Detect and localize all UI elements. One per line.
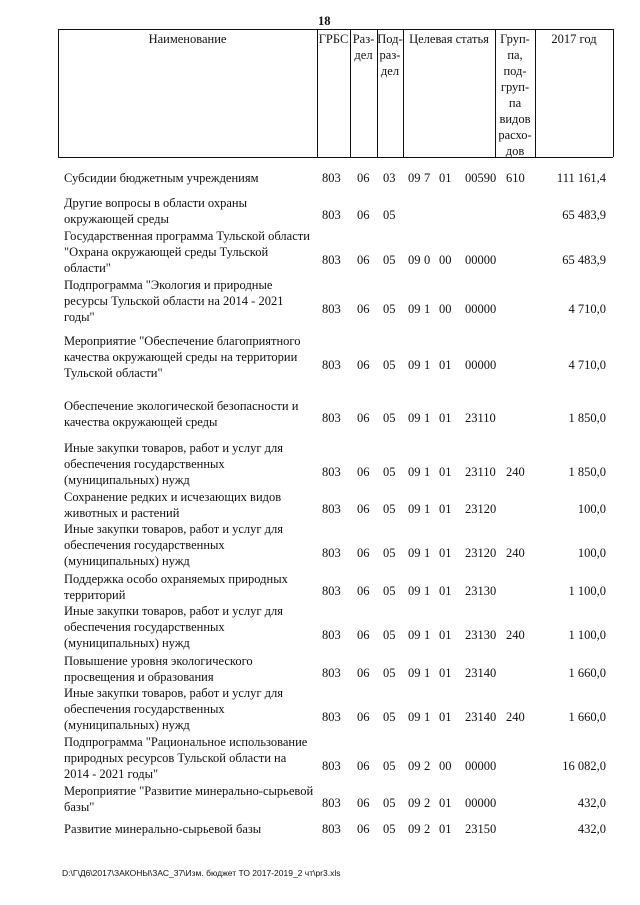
grbs-code: 803 — [322, 584, 341, 598]
target-direction-code: 23110 — [465, 411, 496, 425]
header-line: груп- — [500, 80, 530, 94]
row-name: Мероприятие "Обеспечение благоприятного качества окружающей среды на территории Тульской области" — [64, 334, 301, 380]
expense-group-code: 240 — [506, 628, 525, 642]
target-measure-code: 00 — [439, 253, 452, 267]
target-subprogram-code: 1 — [424, 465, 431, 479]
grbs-code: 803 — [322, 546, 341, 560]
grbs-code: 803 — [322, 171, 341, 185]
grbs-code: 803 — [322, 208, 341, 222]
target-subprogram-code: 1 — [424, 666, 431, 680]
target-direction-code: 23140 — [465, 666, 497, 680]
podrazdel-code: 05 — [383, 502, 396, 516]
row-name: Развитие минерально-сырьевой базы — [64, 822, 262, 836]
razdel-code: 06 — [357, 628, 370, 642]
target-subprogram-code: 1 — [424, 358, 431, 372]
target-measure-code: 01 — [439, 358, 452, 372]
razdel-code: 06 — [357, 822, 370, 836]
podrazdel-code: 05 — [383, 710, 396, 724]
header-name: Наименование — [148, 32, 227, 46]
target-measure-code: 01 — [439, 710, 452, 724]
amount-2017: 432,0 — [577, 796, 606, 810]
header-podrazdel — [377, 31, 403, 79]
target-measure-code: 01 — [439, 584, 452, 598]
target-measure-code: 01 — [439, 465, 452, 479]
grbs-code: 803 — [322, 628, 341, 642]
target-program-code: 09 — [408, 759, 421, 773]
target-measure-code: 01 — [439, 822, 452, 836]
row-name: Иные закупки товаров, работ и услуг для обеспечения государственных (муниципальных) нужд — [64, 604, 284, 650]
amount-2017: 16 082,0 — [562, 759, 606, 773]
razdel-code: 06 — [357, 796, 370, 810]
target-program-code: 09 — [408, 546, 421, 560]
header-line: Под- — [377, 32, 403, 46]
podrazdel-code: 03 — [383, 171, 396, 185]
expense-group-code: 610 — [506, 171, 525, 185]
header-line: под- — [503, 64, 527, 78]
amount-2017: 432,0 — [577, 822, 606, 836]
header-line: дел — [354, 48, 373, 62]
razdel-code: 06 — [357, 358, 370, 372]
target-program-code: 09 — [408, 253, 421, 267]
podrazdel-code: 05 — [383, 208, 396, 222]
target-subprogram-code: 1 — [424, 502, 431, 516]
razdel-code: 06 — [357, 253, 370, 267]
target-measure-code: 01 — [439, 666, 452, 680]
target-program-code: 09 — [408, 666, 421, 680]
header-year-2017: 2017 год — [551, 32, 597, 46]
target-subprogram-code: 0 — [424, 253, 431, 267]
razdel-code: 06 — [357, 546, 370, 560]
target-direction-code: 23150 — [465, 822, 497, 836]
amount-2017: 65 483,9 — [562, 208, 606, 222]
column-divider — [58, 29, 59, 157]
header-razdel — [350, 31, 377, 63]
target-measure-code: 01 — [439, 411, 452, 425]
grbs-code: 803 — [322, 502, 341, 516]
table-top-border — [58, 29, 613, 30]
target-direction-code: 23140 — [465, 710, 497, 724]
amount-2017: 1 100,0 — [568, 628, 606, 642]
podrazdel-code: 05 — [383, 546, 396, 560]
target-measure-code: 00 — [439, 759, 452, 773]
target-measure-code: 01 — [439, 502, 452, 516]
grbs-code: 803 — [322, 666, 341, 680]
target-program-code: 09 — [408, 584, 421, 598]
amount-2017: 111 161,4 — [556, 171, 606, 185]
razdel-code: 06 — [357, 171, 370, 185]
row-name: Государственная программа Тульской области "Охрана окружающей среды Тульской области" — [64, 229, 310, 275]
target-program-code: 09 — [408, 465, 421, 479]
header-target-article: Целевая статья — [409, 32, 489, 46]
razdel-code: 06 — [357, 411, 370, 425]
target-subprogram-code: 1 — [424, 584, 431, 598]
header-line: па, — [507, 48, 523, 62]
expense-group-code: 240 — [506, 710, 525, 724]
target-program-code: 09 — [408, 171, 421, 185]
expense-group-code: 240 — [506, 546, 525, 560]
amount-2017: 1 660,0 — [568, 666, 606, 680]
target-program-code: 09 — [408, 502, 421, 516]
podrazdel-code: 05 — [383, 759, 396, 773]
column-divider — [613, 29, 614, 157]
razdel-code: 06 — [357, 710, 370, 724]
target-direction-code: 23120 — [465, 546, 497, 560]
target-direction-code: 23120 — [465, 502, 497, 516]
grbs-code: 803 — [322, 710, 341, 724]
row-name: Сохранение редких и исчезающих видов животных и растений — [64, 490, 282, 520]
grbs-code: 803 — [322, 358, 341, 372]
target-subprogram-code: 1 — [424, 628, 431, 642]
target-direction-code: 00000 — [465, 358, 497, 372]
target-program-code: 09 — [408, 822, 421, 836]
row-name: Субсидии бюджетным учреждениям — [64, 171, 259, 185]
page-number: 18 — [318, 14, 331, 28]
target-program-code: 09 — [408, 710, 421, 724]
razdel-code: 06 — [357, 502, 370, 516]
podrazdel-code: 05 — [383, 822, 396, 836]
target-direction-code: 00000 — [465, 302, 497, 316]
amount-2017: 1 850,0 — [568, 411, 606, 425]
target-measure-code: 01 — [439, 796, 452, 810]
razdel-code: 06 — [357, 208, 370, 222]
header-line: видов — [499, 112, 531, 126]
podrazdel-code: 05 — [383, 411, 396, 425]
podrazdel-code: 05 — [383, 302, 396, 316]
podrazdel-code: 05 — [383, 628, 396, 642]
row-name: Подпрограмма "Рациональное использование природных ресурсов Тульской области на 2014 - 2021 годы" — [64, 735, 308, 781]
podrazdel-code: 05 — [383, 465, 396, 479]
amount-2017: 1 850,0 — [568, 465, 606, 479]
target-subprogram-code: 1 — [424, 302, 431, 316]
target-subprogram-code: 2 — [424, 796, 431, 810]
target-program-code: 09 — [408, 796, 421, 810]
podrazdel-code: 05 — [383, 253, 396, 267]
grbs-code: 803 — [322, 411, 341, 425]
column-divider — [317, 29, 318, 157]
podrazdel-code: 05 — [383, 666, 396, 680]
target-direction-code: 23130 — [465, 628, 497, 642]
header-expense-group — [495, 31, 535, 159]
target-direction-code: 00590 — [465, 171, 497, 185]
target-subprogram-code: 2 — [424, 822, 431, 836]
grbs-code: 803 — [322, 253, 341, 267]
grbs-code: 803 — [322, 759, 341, 773]
target-subprogram-code: 1 — [424, 411, 431, 425]
podrazdel-code: 05 — [383, 584, 396, 598]
target-program-code: 09 — [408, 302, 421, 316]
header-grbs: ГРБС — [318, 32, 349, 46]
header-line: расхо- — [498, 128, 532, 142]
row-name: Повышение уровня экологического просвещения и образования — [64, 654, 253, 684]
target-subprogram-code: 1 — [424, 546, 431, 560]
target-subprogram-code: 2 — [424, 759, 431, 773]
row-name: Мероприятие "Развитие минерально-сырьевой базы" — [64, 784, 314, 814]
row-name: Иные закупки товаров, работ и услуг для обеспечения государственных (муниципальных) нужд — [64, 686, 284, 732]
target-direction-code: 23130 — [465, 584, 497, 598]
target-direction-code: 23110 — [465, 465, 496, 479]
amount-2017: 4 710,0 — [568, 358, 606, 372]
row-name: Обеспечение экологической безопасности и качества окружающей среды — [64, 399, 299, 429]
header-line: па — [508, 96, 522, 110]
header-line: Груп- — [500, 32, 530, 46]
row-name: Иные закупки товаров, работ и услуг для обеспечения государственных (муниципальных) нужд — [64, 522, 284, 568]
header-line: раз- — [379, 48, 401, 62]
grbs-code: 803 — [322, 465, 341, 479]
row-name: Другие вопросы в области охраны окружающей среды — [64, 196, 248, 226]
target-measure-code: 01 — [439, 171, 452, 185]
header-line: Раз- — [352, 32, 375, 46]
header-line: дов — [505, 144, 525, 158]
target-measure-code: 01 — [439, 546, 452, 560]
razdel-code: 06 — [357, 759, 370, 773]
amount-2017: 4 710,0 — [568, 302, 606, 316]
amount-2017: 100,0 — [577, 546, 606, 560]
file-path-footer: D:\Г\Д6\2017\ЗАКОНЫ\ЗАС_37\Изм. бюджет ТО 2017-2019_2 чт\pr3.xls — [62, 868, 341, 878]
razdel-code: 06 — [357, 584, 370, 598]
expense-group-code: 240 — [506, 465, 525, 479]
target-program-code: 09 — [408, 411, 421, 425]
target-measure-code: 01 — [439, 628, 452, 642]
grbs-code: 803 — [322, 822, 341, 836]
column-divider — [535, 29, 536, 157]
target-direction-code: 00000 — [465, 253, 497, 267]
target-measure-code: 00 — [439, 302, 452, 316]
target-program-code: 09 — [408, 628, 421, 642]
podrazdel-code: 05 — [383, 796, 396, 810]
target-subprogram-code: 1 — [424, 710, 431, 724]
grbs-code: 803 — [322, 796, 341, 810]
row-name: Подпрограмма "Экология и природные ресурсы Тульской области на 2014 - 2021 годы" — [64, 278, 284, 324]
target-direction-code: 00000 — [465, 796, 497, 810]
razdel-code: 06 — [357, 465, 370, 479]
target-subprogram-code: 7 — [424, 171, 431, 185]
amount-2017: 1 100,0 — [568, 584, 606, 598]
target-direction-code: 00000 — [465, 759, 497, 773]
amount-2017: 1 660,0 — [568, 710, 606, 724]
target-program-code: 09 — [408, 358, 421, 372]
column-divider — [403, 29, 404, 157]
row-name: Поддержка особо охраняемых природных территорий — [64, 572, 288, 602]
grbs-code: 803 — [322, 302, 341, 316]
row-name: Иные закупки товаров, работ и услуг для обеспечения государственных (муниципальных) нужд — [64, 441, 284, 487]
amount-2017: 100,0 — [577, 502, 606, 516]
razdel-code: 06 — [357, 666, 370, 680]
amount-2017: 65 483,9 — [562, 253, 606, 267]
header-line: дел — [380, 64, 400, 78]
podrazdel-code: 05 — [383, 358, 396, 372]
razdel-code: 06 — [357, 302, 370, 316]
